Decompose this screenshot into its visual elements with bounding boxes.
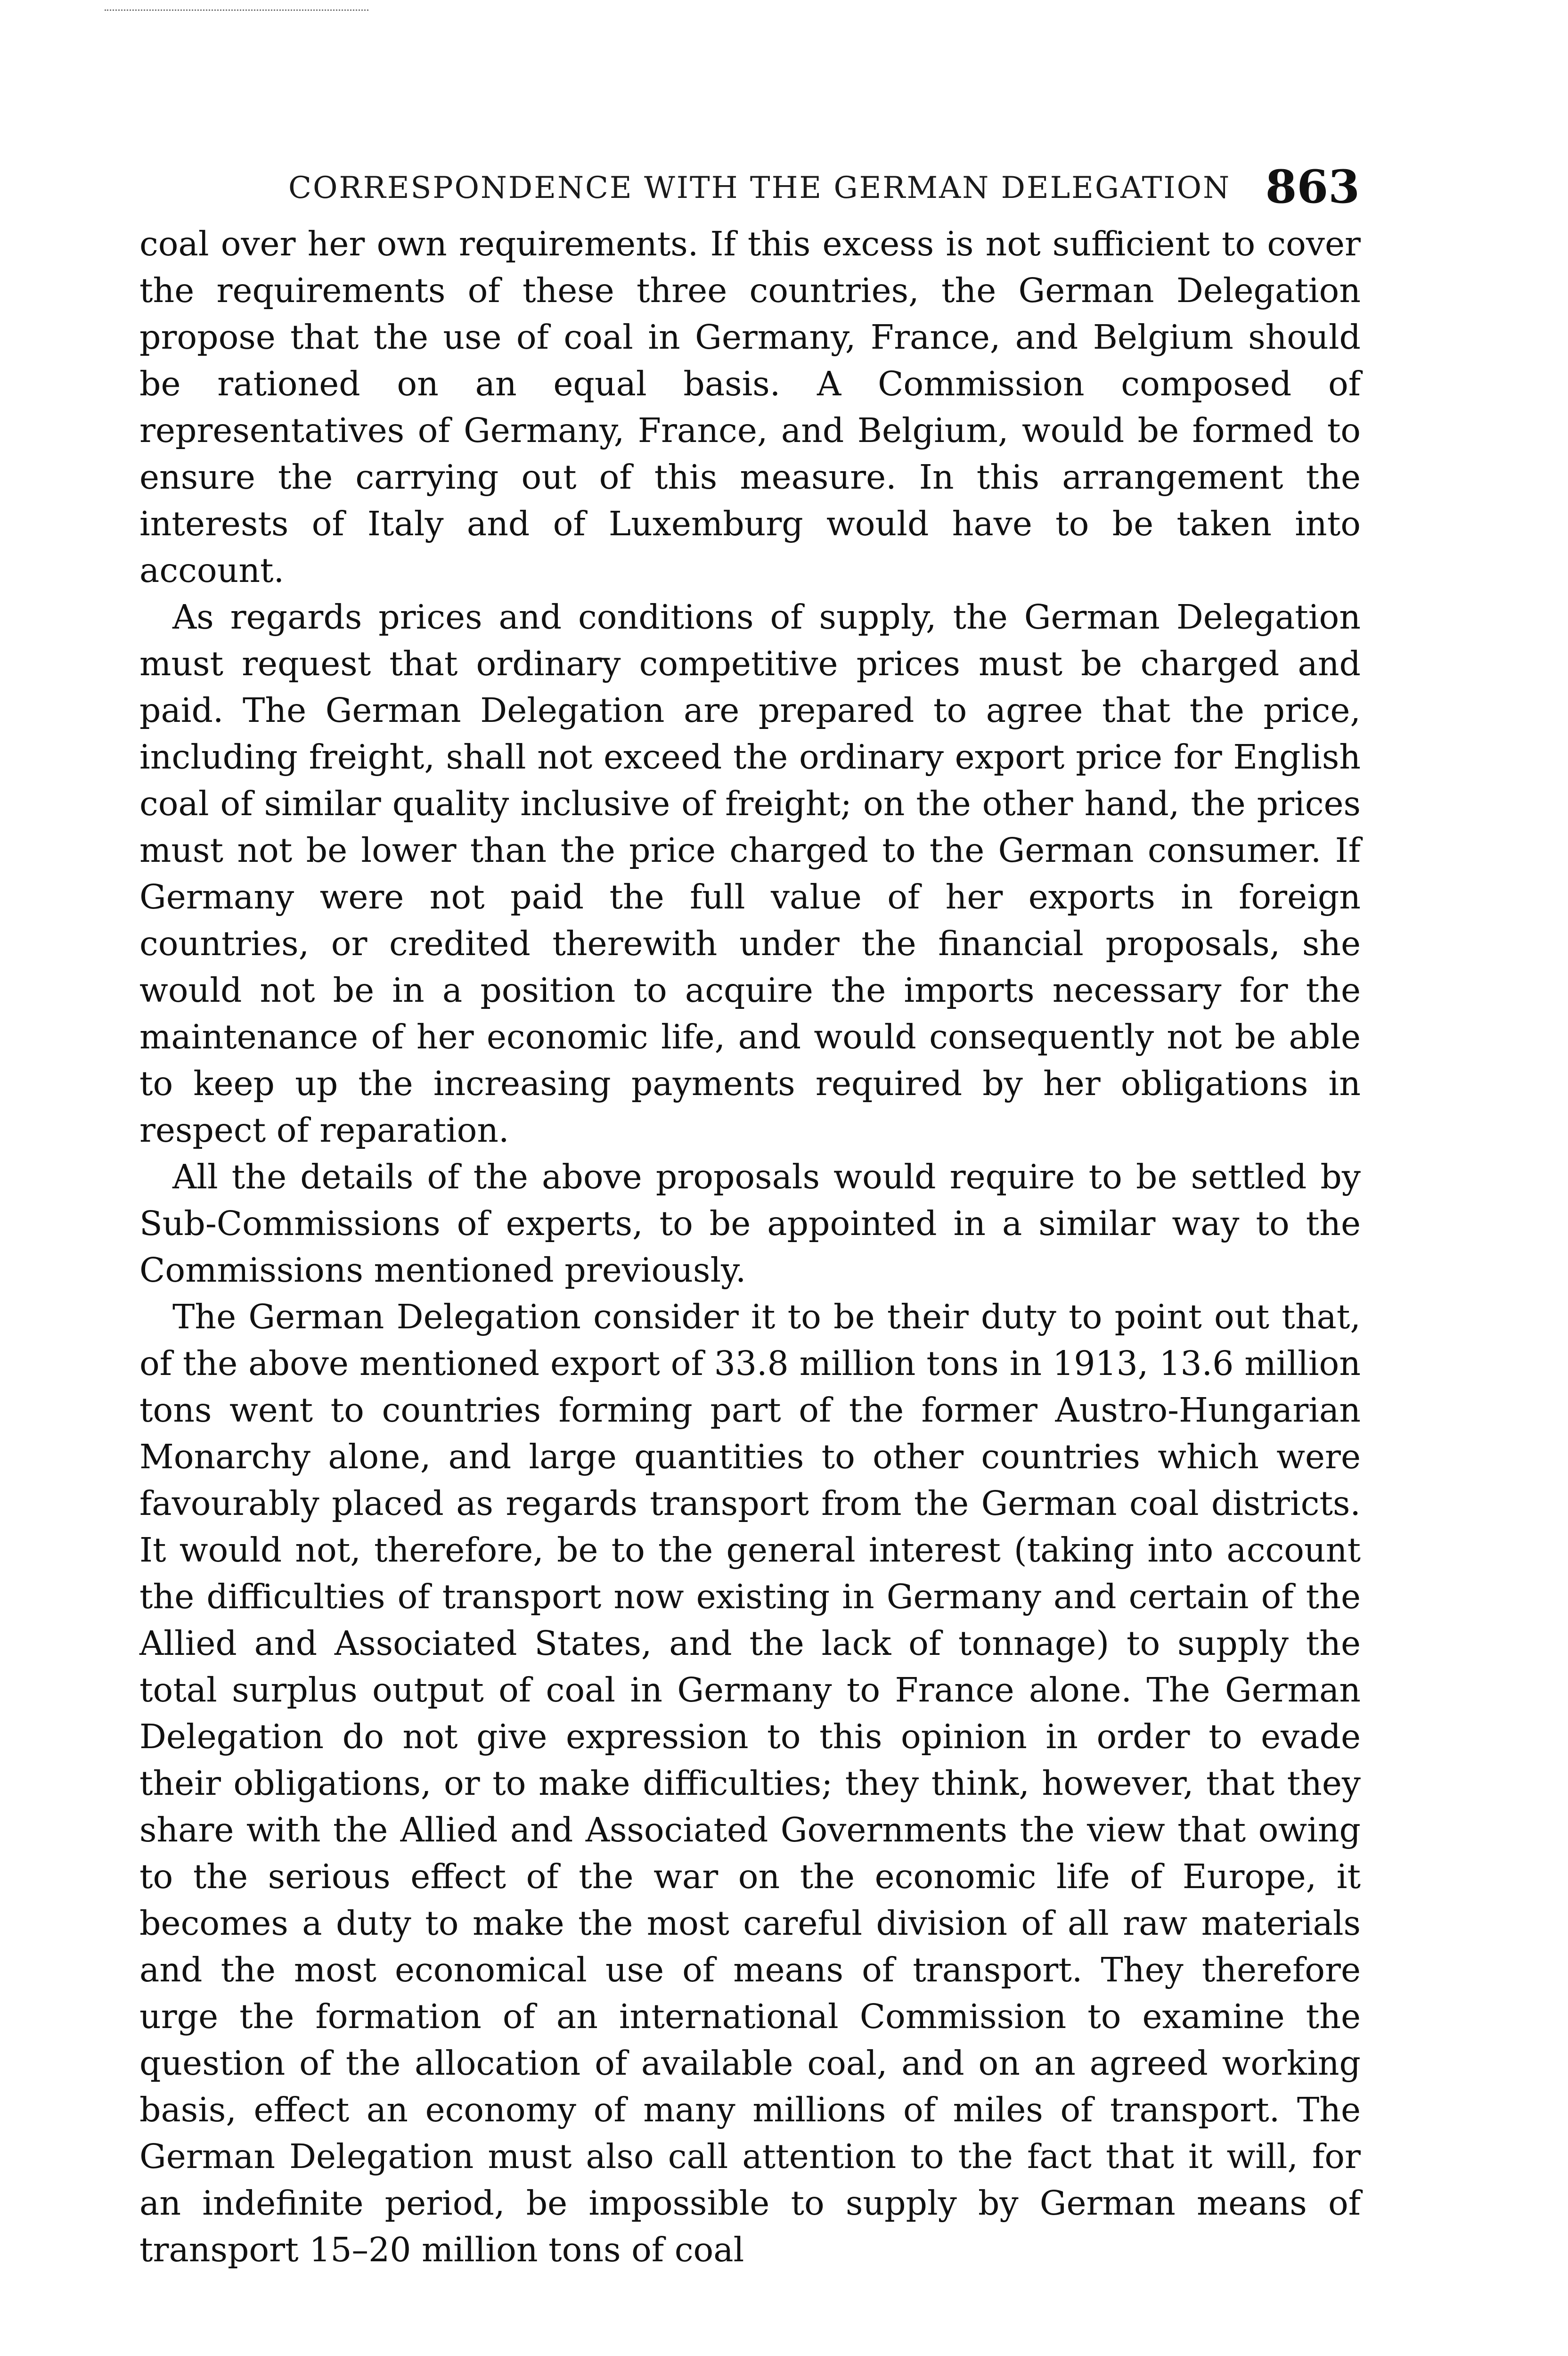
- running-title: CORRESPONDENCE WITH THE GERMAN DELEGATION: [288, 171, 1231, 205]
- paragraph-export-distribution: The German Delegation consider it to be their duty to point out that, of the above mentioned export of 33.8 million tons in 1913, 13.6 million tons went to countries forming part of the former Austro-Hungarian Monarchy alone, and large quantities to other countries which were favourably placed as regards transport from the German coal districts. It would not, therefore, be to the general interest (taking into account the difficulties of transport now existing in Germany and certain of the Allied and Associated States, and the lack of tonnage) to supply the total surplus output of coal in Germany to France alone. The German Delegation do not give expression to this opinion in order to evade their obligations, or to make difficulties; they think, however, that they share with the Allied and Associated Governments the view that owing to the serious effect of the war on the economic life of Europe, it becomes a duty to make the most careful division of all raw materials and the most economical use of means of transport. They therefore urge the formation of an international Commission to examine the question of the allocation of available coal, and on an agreed working basis, effect an economy of many millions of miles of transport. The German Delegation must also call attention to the fact that it will, for an indefinite period, be impossible to supply by German means of transport 15–20 million tons of coal: [139, 1297, 1361, 2269]
- paragraph-continuation: coal over her own requirements. If this excess is not sufficient to cover the requirements of these three countries, the German Delegation propose that the use of coal in Germany, France, and Belgium should be rationed on an equal basis. A Commission composed of representatives of Germany, France, and Belgium, would be formed to ensure the carrying out of this measure. In this arrangement the interests of Italy and of Luxemburg would have to be taken into account.: [139, 224, 1361, 590]
- page-number: 863: [1265, 160, 1360, 213]
- paragraph-prices-and-conditions: As regards prices and conditions of supply, the German Delegation must request that ordinary competitive prices must be charged and paid. The German Delegation are prepared to agree that the price, including freight, shall not exceed the ordinary export price for English coal of similar quality inclusive of freight; on the other hand, the prices must not be lower than the price charged to the German consumer. If Germany were not paid the full value of her exports in foreign countries, or credited therewith under the financial proposals, she would not be in a position to acquire the imports necessary for the maintenance of her economic life, and would consequently not be able to keep up the increasing payments required by her obligations in respect of reparation.: [139, 597, 1361, 1150]
- scan-edge-mark: [105, 9, 368, 11]
- running-header: [139, 155, 1361, 212]
- paragraph-sub-commissions: All the details of the above proposals would require to be settled by Sub-Commissions of experts, to be appointed in a similar way to the Commissions mentioned previously.: [139, 1157, 1361, 1290]
- book-page: [139, 155, 1361, 2273]
- body-text: [139, 221, 1361, 2273]
